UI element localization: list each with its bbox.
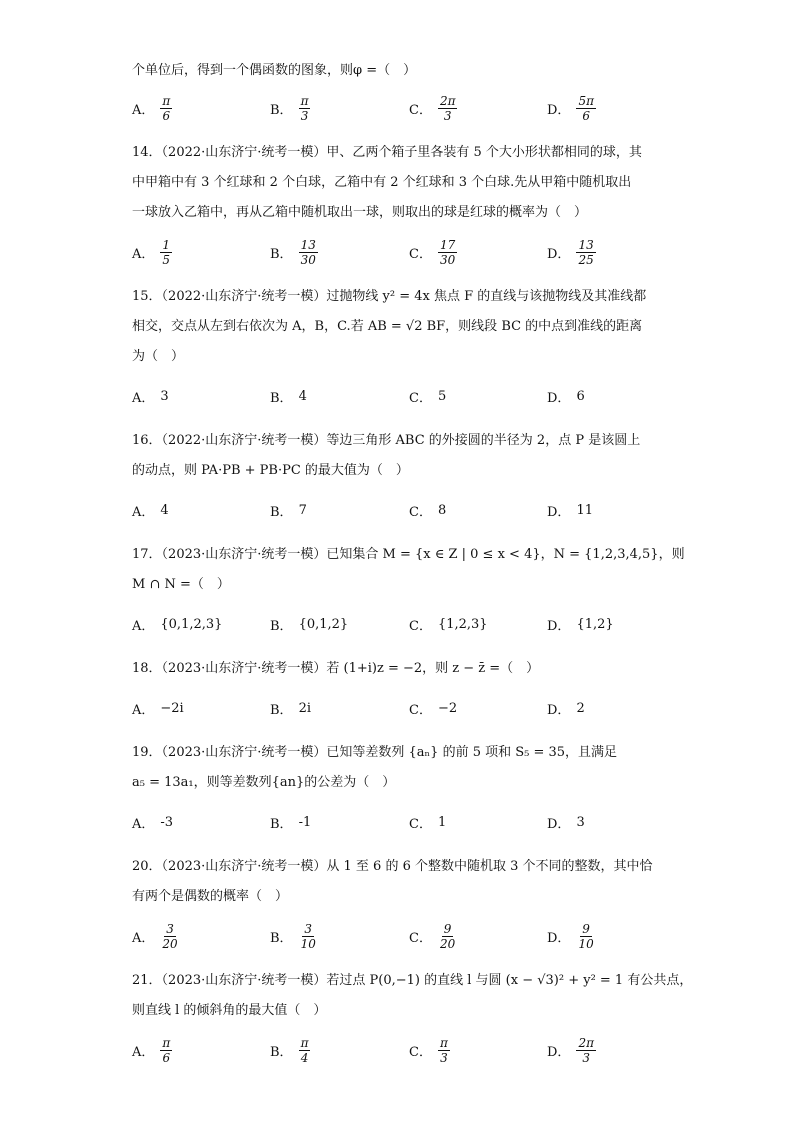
question-block	[132, 430, 672, 530]
option-a[interactable]	[132, 604, 222, 644]
option-letter: A．	[132, 1044, 155, 1060]
option-letter: B．	[270, 246, 293, 262]
option-d[interactable]	[547, 802, 585, 842]
fraction-numerator: 17	[439, 237, 456, 252]
option-text: 8	[437, 502, 447, 518]
fraction-numerator: 3	[166, 921, 174, 936]
fraction-numerator: 2π	[578, 1035, 594, 1050]
question-13-options	[132, 88, 672, 128]
option-c[interactable]	[409, 604, 488, 644]
option-text: 3	[576, 814, 585, 830]
fraction-denominator: 6	[162, 1050, 171, 1065]
fraction-numerator: π	[162, 93, 171, 108]
fraction	[299, 94, 311, 123]
question-options	[132, 916, 672, 956]
question-block	[132, 856, 672, 956]
question-options	[132, 688, 672, 728]
option-letter: C．	[409, 930, 432, 946]
option-text: {0,1,2,3}	[160, 616, 223, 632]
option-letter: D．	[547, 390, 571, 406]
option-letter: A．	[132, 930, 155, 946]
fraction-numerator: 9	[443, 921, 452, 936]
option-b[interactable]	[270, 916, 318, 956]
option-letter: D．	[547, 816, 571, 832]
option-letter: C．	[409, 102, 432, 118]
option-c[interactable]	[409, 802, 446, 842]
fraction	[160, 94, 172, 123]
fraction	[160, 238, 172, 267]
fraction-denominator: 30	[439, 252, 456, 267]
fraction-numerator: 13	[578, 237, 594, 252]
option-letter: B．	[270, 504, 293, 520]
fraction-numerator: 1	[162, 237, 171, 252]
fraction	[299, 1036, 311, 1065]
option-a[interactable]	[132, 490, 169, 530]
exam-page	[132, 60, 693, 1084]
option-text: -1	[298, 814, 312, 830]
fraction-denominator: 25	[578, 252, 594, 267]
option-b[interactable]	[270, 490, 307, 530]
question-block	[132, 970, 693, 1070]
option-text: 6	[576, 388, 585, 404]
option-letter: C．	[409, 702, 432, 718]
fraction-numerator: π	[162, 1035, 171, 1050]
option-b[interactable]	[270, 802, 311, 842]
option-d[interactable]	[547, 490, 593, 530]
option-text: {1,2}	[576, 616, 614, 632]
option-text: -3	[160, 814, 174, 830]
fraction	[576, 238, 595, 267]
fraction	[438, 238, 457, 267]
option-text: 7	[298, 502, 307, 518]
option-text: 3	[160, 388, 169, 404]
fraction	[438, 94, 458, 123]
option-letter: C．	[409, 504, 432, 520]
option-text: 2i	[298, 700, 311, 716]
question-options	[132, 604, 672, 644]
option-text: 1	[437, 814, 447, 830]
question-stem-line: a₅ = 13a₁，则等差数列{an}的公差为（ ）	[132, 775, 396, 790]
question-options	[132, 232, 672, 272]
option-d[interactable]	[547, 88, 596, 128]
option-a[interactable]	[132, 688, 184, 728]
fraction-numerator: 13	[300, 237, 316, 252]
option-letter: B．	[270, 930, 293, 946]
option-d[interactable]	[547, 376, 585, 416]
fraction-denominator: 20	[162, 936, 178, 951]
question-stem-line: 21．（2023·山东济宁·统考一模）若过点 P(0,−1) 的直线 l 与圆 (x − √3)² + y² = 1 有公共点，	[132, 973, 693, 988]
option-letter: D．	[547, 1044, 571, 1060]
option-c[interactable]	[409, 88, 457, 128]
option-letter: A．	[132, 816, 155, 832]
question-stem-line: 中甲箱中有 3 个红球和 2 个白球，乙箱中有 2 个红球和 3 个白球.先从甲箱中随机取出	[132, 175, 632, 190]
question-block	[132, 742, 672, 842]
fraction	[160, 922, 179, 951]
fraction-denominator: 30	[300, 252, 316, 267]
option-letter: B．	[270, 390, 293, 406]
question-options	[132, 802, 672, 842]
option-letter: C．	[409, 618, 432, 634]
question-stem-line: 20．（2023·山东济宁·统考一模）从 1 至 6 的 6 个整数中随机取 3 个不同的整数，其中恰	[132, 859, 653, 874]
option-text: 2	[576, 700, 585, 716]
option-text: −2	[437, 700, 458, 716]
question-options	[132, 376, 672, 416]
question-stem-line: 17．（2023·山东济宁·统考一模）已知集合 M = {x ∈ Z | 0 ≤ x < 4}，N = {1,2,3,4,5}，则	[132, 547, 685, 562]
fraction-denominator: 5	[162, 252, 171, 267]
option-letter: B．	[270, 702, 293, 718]
question-stem-line: M ∩ N =（ ）	[132, 577, 230, 592]
fraction-denominator: 10	[300, 936, 316, 951]
option-letter: A．	[132, 390, 155, 406]
fraction	[299, 238, 318, 267]
question-stem-line: 14．（2022·山东济宁·统考一模）甲、乙两个箱子里各装有 5 个大小形状都相同的球，其	[132, 145, 642, 160]
question-stem-line: 的动点，则 PA·PB + PB·PC 的最大值为（ ）	[132, 463, 409, 478]
option-letter: D．	[547, 102, 571, 118]
fraction-denominator: 4	[300, 1050, 309, 1065]
fraction-denominator: 6	[162, 108, 171, 123]
fraction-numerator: 2π	[439, 93, 456, 108]
option-b[interactable]	[270, 1030, 310, 1070]
option-a[interactable]	[132, 916, 180, 956]
option-c[interactable]	[409, 232, 457, 272]
fraction	[576, 1036, 596, 1065]
option-text: −2i	[160, 700, 184, 716]
option-c[interactable]	[409, 1030, 450, 1070]
fraction-denominator: 3	[440, 1050, 448, 1065]
option-letter: A．	[132, 504, 155, 520]
option-d[interactable]	[547, 604, 614, 644]
fraction	[299, 922, 318, 951]
question-stem-line: 为（ ）	[132, 349, 185, 364]
option-c[interactable]	[409, 916, 457, 956]
option-letter: D．	[547, 930, 571, 946]
option-text: 4	[298, 388, 307, 404]
fraction-denominator: 10	[578, 936, 594, 951]
fraction-numerator: 3	[304, 921, 313, 936]
fraction-denominator: 20	[439, 936, 456, 951]
question-13-tail: 个单位后，得到一个偶函数的图象，则φ =（ ）	[132, 63, 417, 78]
fraction-numerator: π	[300, 1035, 309, 1050]
question-stem-line: 15．（2022·山东济宁·统考一模）过抛物线 y² = 4x 焦点 F 的直线与该抛物线及其准线都	[132, 289, 647, 304]
option-text: {0,1,2}	[298, 616, 349, 632]
question-stem-line: 18．（2023·山东济宁·统考一模）若 (1+i)z = −2，则 z − z̄ =（ ）	[132, 661, 540, 676]
question-list	[132, 142, 693, 1070]
option-a[interactable]	[132, 232, 172, 272]
option-letter: A．	[132, 246, 155, 262]
fraction-numerator: π	[439, 1035, 448, 1050]
option-letter: A．	[132, 702, 155, 718]
question-block	[132, 658, 672, 728]
question-stem-line: 19．（2023·山东济宁·统考一模）已知等差数列 {aₙ} 的前 5 项和 S₅ = 35，且满足	[132, 745, 618, 760]
option-letter: C．	[409, 816, 432, 832]
question-block	[132, 286, 672, 416]
fraction	[576, 922, 595, 951]
fraction-denominator: 3	[300, 108, 309, 123]
fraction-denominator: 3	[443, 108, 452, 123]
option-a[interactable]	[132, 88, 172, 128]
option-c[interactable]	[409, 376, 446, 416]
option-text: 4	[160, 502, 169, 518]
option-a[interactable]	[132, 376, 169, 416]
option-c[interactable]	[409, 688, 457, 728]
option-letter: B．	[270, 1044, 293, 1060]
option-letter: B．	[270, 618, 293, 634]
option-text: {1,2,3}	[437, 616, 488, 632]
option-text: 11	[576, 502, 593, 518]
question-stem-line: 16．（2022·山东济宁·统考一模）等边三角形 ABC 的外接圆的半径为 2，点 P 是该圆上	[132, 433, 641, 448]
fraction	[576, 94, 596, 123]
option-letter: A．	[132, 618, 155, 634]
question-options	[132, 1030, 672, 1070]
option-letter: C．	[409, 246, 432, 262]
option-d[interactable]	[547, 1030, 596, 1070]
question-block	[132, 142, 672, 272]
option-letter: B．	[270, 816, 293, 832]
option-letter: B．	[270, 102, 293, 118]
option-d[interactable]	[547, 232, 596, 272]
option-a[interactable]	[132, 1030, 172, 1070]
option-d[interactable]	[547, 916, 596, 956]
option-b[interactable]	[270, 604, 348, 644]
option-b[interactable]	[270, 688, 311, 728]
option-b[interactable]	[270, 88, 310, 128]
option-letter: C．	[409, 390, 432, 406]
option-letter: D．	[547, 504, 571, 520]
option-text: 5	[437, 388, 447, 404]
fraction-numerator: 5π	[578, 93, 594, 108]
fraction	[438, 922, 457, 951]
question-stem-line: 有两个是偶数的概率（ ）	[132, 889, 289, 904]
fraction-denominator: 6	[582, 108, 591, 123]
question-stem-line: 则直线 l 的倾斜角的最大值（ ）	[132, 1003, 327, 1018]
option-letter: A．	[132, 102, 155, 118]
option-letter: D．	[547, 246, 571, 262]
option-a[interactable]	[132, 802, 173, 842]
fraction	[438, 1036, 450, 1065]
option-b[interactable]	[270, 232, 318, 272]
fraction-denominator: 3	[582, 1050, 591, 1065]
question-stem-line: 相交，交点从左到右依次为 A，B，C.若 AB = √2 BF，则线段 BC 的中点到准线的距离	[132, 319, 643, 334]
question-stem-line: 一球放入乙箱中，再从乙箱中随机取出一球，则取出的球是红球的概率为（ ）	[132, 205, 588, 220]
option-c[interactable]	[409, 490, 446, 530]
fraction	[160, 1036, 172, 1065]
question-block	[132, 544, 685, 644]
option-letter: D．	[547, 618, 571, 634]
fraction-numerator: π	[300, 93, 309, 108]
question-options	[132, 490, 672, 530]
option-letter: C．	[409, 1044, 432, 1060]
option-letter: D．	[547, 702, 571, 718]
fraction-numerator: 9	[582, 921, 590, 936]
option-d[interactable]	[547, 688, 585, 728]
option-b[interactable]	[270, 376, 307, 416]
